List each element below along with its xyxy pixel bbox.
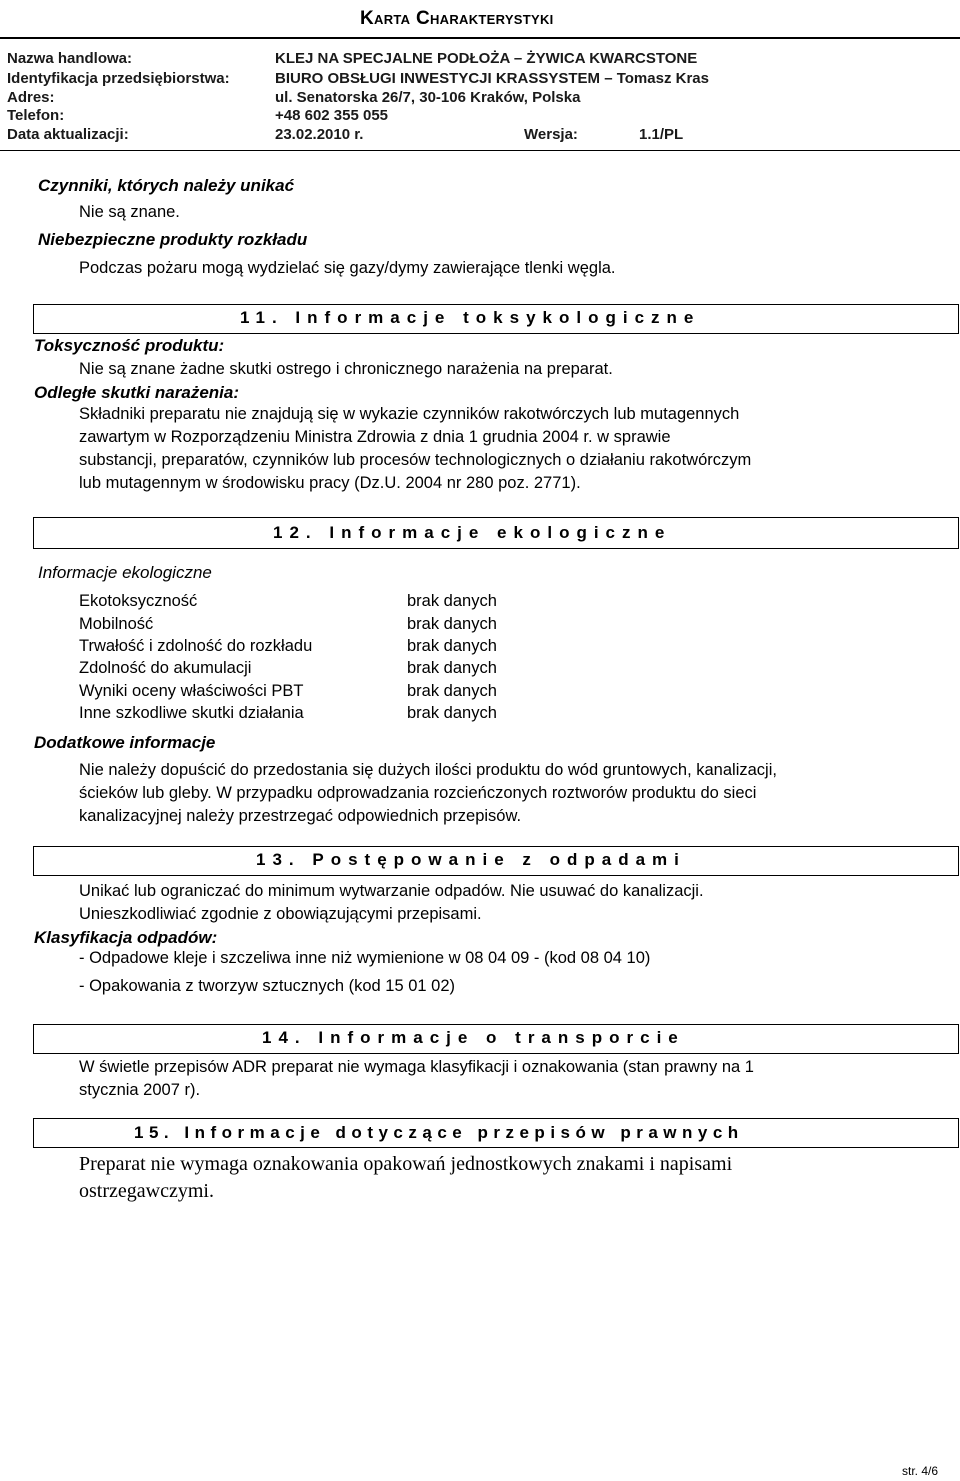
extra-info-heading: Dodatkowe informacje (34, 733, 216, 752)
header-label: Adres: (7, 89, 55, 106)
section-15-title: 15. Informacje dotyczące przepisów prawnych (134, 1123, 744, 1142)
eco-heading: Informacje ekologiczne (38, 563, 212, 582)
waste-class-item: - Opakowania z tworzyw sztucznych (kod 15 01 02) (79, 977, 455, 995)
header-row-company (7, 70, 957, 89)
eco-value: brak danych (407, 592, 497, 610)
eco-value: brak danych (407, 704, 497, 722)
section-14-title: 14. Informacje o transporcie (262, 1028, 685, 1047)
header-value: ul. Senatorska 26/7, 30-106 Kraków, Polska (275, 89, 581, 106)
eco-value: brak danych (407, 659, 497, 677)
waste-class-item: - Odpadowe kleje i szczeliwa inne niż wymienione w 08 04 09 - (kod 08 04 10) (79, 949, 651, 967)
header-value: KLEJ NA SPECJALNE PODŁOŻA – ŻYWICA KWARCSTONE (275, 50, 698, 67)
avoid-text: Nie są znane. (79, 203, 180, 221)
document-title: Karta Charakterystyki (360, 8, 554, 29)
transport-line: stycznia 2007 r). (79, 1081, 201, 1099)
eco-value: brak danych (407, 615, 497, 633)
header-top-rule (0, 37, 960, 39)
header-label: Nazwa handlowa: (7, 50, 133, 67)
waste-line: Unikać lub ograniczać do minimum wytwarzanie odpadów. Nie usuwać do kanalizacji. (79, 882, 704, 900)
longterm-line: substancji, preparatów, czynników lub procesów technologicznych o działaniu rakotwórczym (79, 451, 752, 469)
regulatory-line: ostrzegawczymi. (79, 1180, 214, 1202)
eco-label: Zdolność do akumulacji (79, 659, 252, 677)
longterm-heading: Odległe skutki narażenia: (34, 383, 240, 402)
extra-info-line: ścieków lub gleby. W przypadku odprowadzania rozcieńczonych roztworów produktu do sieci (79, 784, 757, 802)
header-label: Data aktualizacji: (7, 126, 129, 143)
waste-class-heading: Klasyfikacja odpadów: (34, 928, 218, 947)
decomposition-heading: Niebezpieczne produkty rozkładu (38, 230, 308, 249)
header-row-address (7, 89, 957, 108)
longterm-line: Składniki preparatu nie znajdują się w wykazie czynników rakotwórczych lub mutagennych (79, 405, 740, 423)
version-value: 1.1/PL (639, 126, 684, 143)
header-value: +48 602 355 055 (275, 107, 389, 124)
header-value: BIURO OBSŁUGI INWESTYCJI KRASSYSTEM – Tomasz Kras (275, 70, 709, 87)
regulatory-line: Preparat nie wymaga oznakowania opakowań jednostkowych znakami i napisami (79, 1153, 733, 1175)
toxicity-text: Nie są znane żadne skutki ostrego i chronicznego narażenia na preparat. (79, 360, 613, 378)
waste-line: Unieszkodliwiać zgodnie z obowiązującymi przepisami. (79, 905, 482, 923)
version-label: Wersja: (524, 126, 578, 143)
longterm-line: lub mutagennym w środowisku pracy (Dz.U. 2004 nr 280 poz. 2771). (79, 474, 581, 492)
header-row-phone (7, 107, 957, 126)
avoid-heading: Czynniki, których należy unikać (38, 176, 295, 195)
toxicity-heading: Toksyczność produktu: (34, 336, 225, 355)
eco-label: Mobilność (79, 615, 154, 633)
section-12-title: 12. Informacje ekologiczne (273, 523, 672, 542)
eco-label: Trwałość i zdolność do rozkładu (79, 637, 313, 655)
header-label: Telefon: (7, 107, 65, 124)
eco-label: Wyniki oceny właściwości PBT (79, 682, 304, 700)
eco-value: brak danych (407, 637, 497, 655)
transport-line: W świetle przepisów ADR preparat nie wymaga klasyfikacji i oznakowania (stan prawny na 1 (79, 1058, 754, 1076)
section-11-title: 11. Informacje toksykologiczne (240, 308, 701, 327)
extra-info-line: Nie należy dopuścić do przedostania się dużych ilości produktu do wód gruntowych, kanalizacji, (79, 761, 777, 779)
header-row-update-date (7, 126, 957, 145)
eco-label: Inne szkodliwe skutki działania (79, 704, 304, 722)
extra-info-line: kanalizacyjnej należy przestrzegać odpowiednich przepisów. (79, 807, 522, 825)
header-bottom-rule (0, 150, 960, 151)
header-row-trade-name (7, 50, 957, 69)
eco-value: brak danych (407, 682, 497, 700)
header-label: Identyfikacja przedsiębiorstwa: (7, 70, 230, 87)
longterm-line: zawartym w Rozporządzeniu Ministra Zdrowia z dnia 1 grudnia 2004 r. w sprawie (79, 428, 671, 446)
decomposition-text: Podczas pożaru mogą wydzielać się gazy/dymy zawierające tlenki węgla. (79, 259, 616, 277)
eco-label: Ekotoksyczność (79, 592, 198, 610)
page-number: str. 4/6 (902, 1464, 939, 1478)
section-13-title: 13. Postępowanie z odpadami (256, 850, 686, 869)
header-value: 23.02.2010 r. (275, 126, 364, 143)
